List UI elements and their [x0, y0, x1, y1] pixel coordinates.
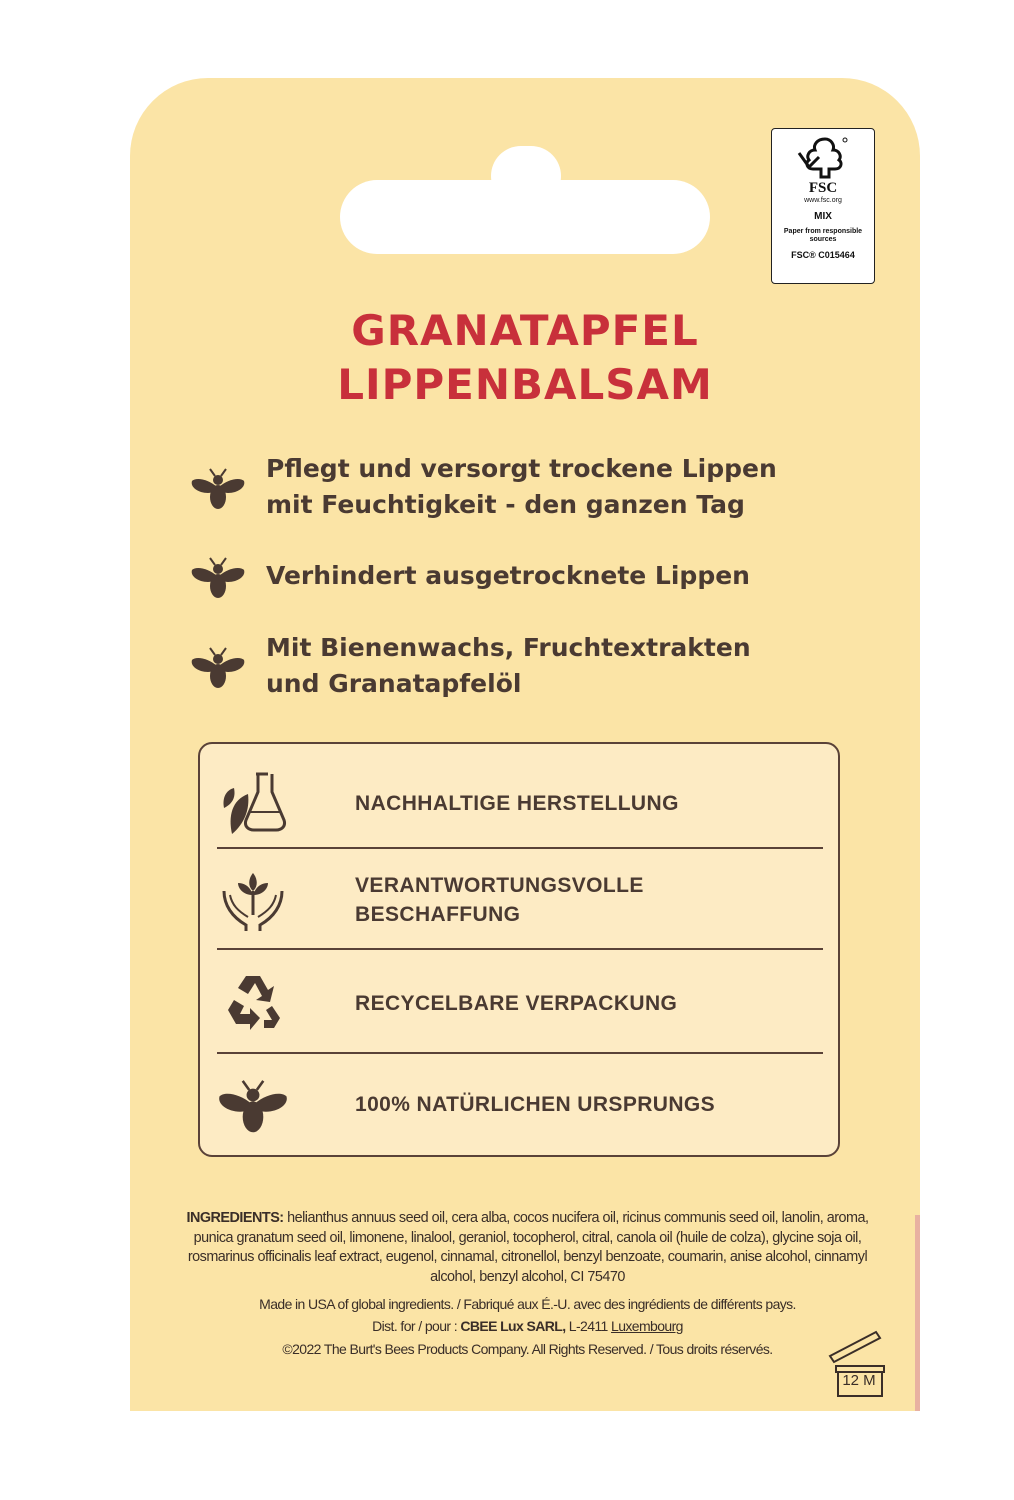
- benefit-item: [190, 451, 870, 523]
- copyright-text: ©2022 The Burt's Bees Products Company. All Rights Reserved. / Tous droits réservés.: [282, 1341, 773, 1357]
- claim-row: [217, 758, 823, 848]
- hands-plant-icon: [217, 864, 289, 936]
- fsc-code: FSC® C015464: [791, 250, 855, 260]
- hang-hole: [340, 180, 710, 254]
- open-jar-icon: [826, 1328, 886, 1398]
- card-edge: [915, 1215, 920, 1411]
- package-card: [130, 78, 920, 1411]
- product-title-line2: LIPPENBALSAM: [337, 360, 713, 409]
- fsc-url: www.fsc.org: [804, 197, 842, 204]
- distributor-text: [170, 1316, 885, 1337]
- benefit-text: Mit Bienenwachs, Fruchtextrakten und Granatapfelöl: [266, 633, 751, 698]
- recycle-icon: [217, 967, 289, 1039]
- dist-company: CBEE Lux SARL,: [460, 1318, 566, 1334]
- ingredients-label: INGREDIENTS:: [186, 1210, 284, 1226]
- claim-text: 100% NATÜRLICHEN URSPRUNGS: [355, 1092, 716, 1116]
- fsc-label: [771, 128, 875, 284]
- benefit-text: Verhindert ausgetrocknete Lippen: [266, 561, 750, 590]
- claim-text: VERANTWORTUNGSVOLLE BESCHAFFUNG: [355, 874, 644, 926]
- claims-panel: [198, 742, 840, 1157]
- bee-icon: [190, 642, 246, 690]
- bee-icon: [190, 552, 246, 600]
- divider: [217, 847, 823, 849]
- claim-text: NACHHALTIGE HERSTELLUNG: [355, 791, 679, 815]
- claim-row: [217, 1057, 823, 1151]
- dist-address: L-2411: [565, 1318, 612, 1334]
- leaf-flask-icon: [217, 767, 289, 839]
- claim-text: RECYCELBARE VERPACKUNG: [355, 991, 678, 1015]
- benefit-text: Pflegt und versorgt trockene Lippen mit Feuchtigkeit - den ganzen Tag: [266, 454, 777, 519]
- dist-city: Luxembourg: [611, 1318, 683, 1334]
- divider: [217, 1052, 823, 1054]
- pao-label: 12 M: [842, 1372, 876, 1389]
- divider: [217, 948, 823, 950]
- fsc-mix: MIX: [814, 211, 832, 222]
- made-in-text: Made in USA of global ingredients. / Fabriqué aux É.-U. avec des ingrédients de différents pays.: [259, 1296, 796, 1312]
- ingredients-text: helianthus annuus seed oil, cera alba, cocos nucifera oil, ricinus communis seed oil, lanolin, aroma, punica granatum seed oil, limonene, linalool, geraniol, tocopherol, citral, canola oil (huile de colza), glycine soja oil, rosmarinus officinalis leaf extract, eugenol, cinnamal, citronellol, benzyl benzoate, coumarin, anise alcohol, cinnamyl alcohol, benzyl alcohol, CI 75470: [187, 1210, 869, 1285]
- benefit-item: [190, 552, 870, 600]
- fsc-name: FSC: [808, 180, 838, 196]
- bee-icon: [190, 463, 246, 511]
- dist-prefix: Dist. for / pour :: [372, 1318, 461, 1334]
- product-title-line1: GRANATAPFEL: [351, 306, 699, 355]
- claim-row: [217, 954, 823, 1052]
- fsc-tree-icon: [795, 135, 851, 181]
- bee-icon: [217, 1068, 289, 1140]
- benefit-item: [190, 630, 870, 702]
- ingredients-list: [170, 1209, 885, 1287]
- claim-row: [217, 852, 823, 948]
- fsc-paper: Paper from responsible sources: [783, 228, 863, 243]
